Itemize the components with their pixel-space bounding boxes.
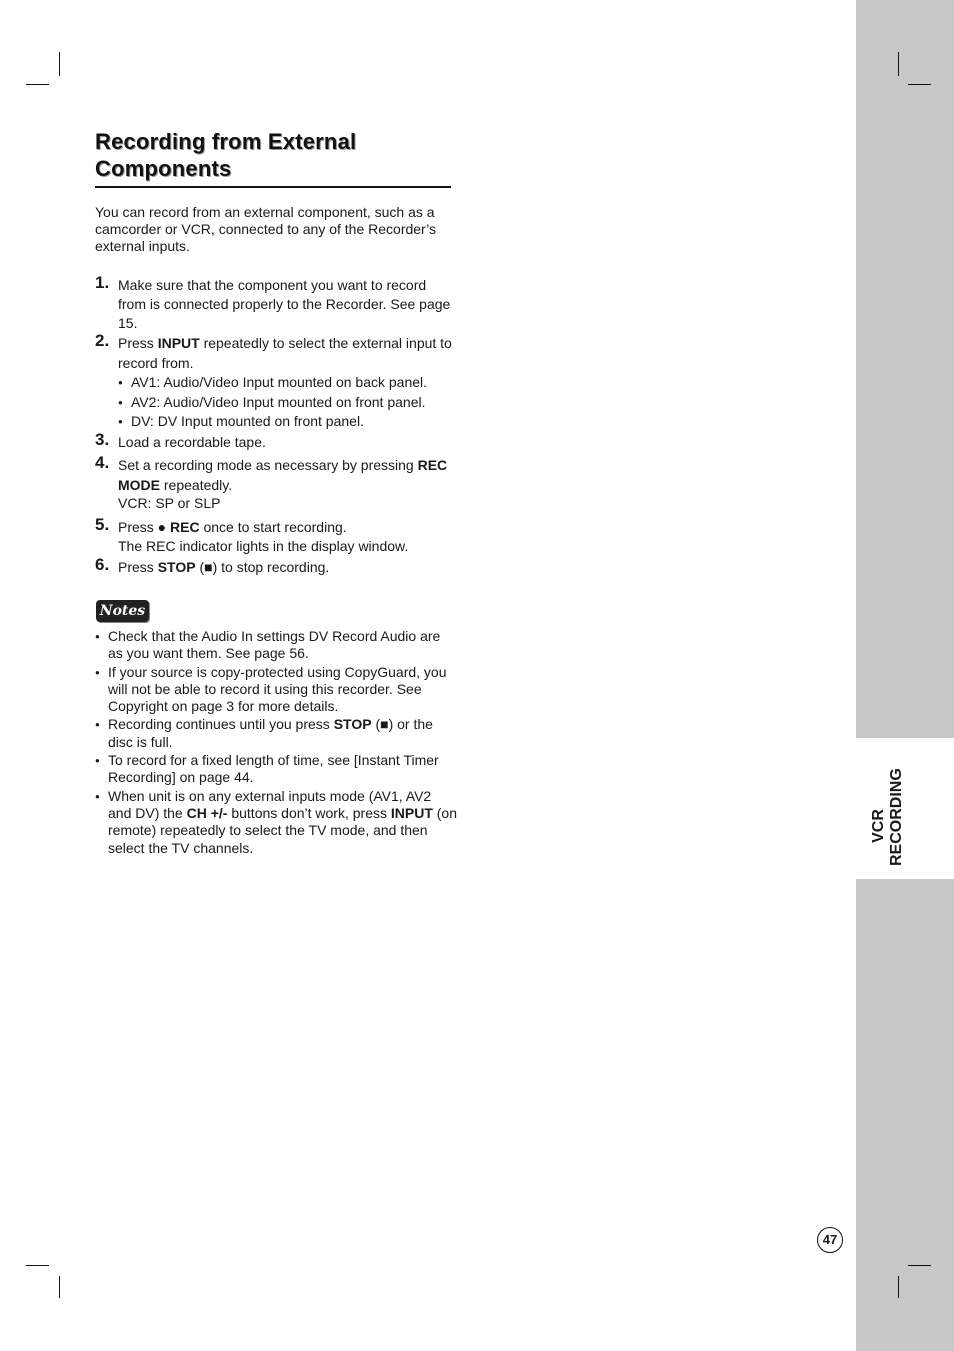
note-item: ● To record for a fixed length of time, see [Instant Timer Recording] on page 44.: [95, 752, 457, 787]
step-text: Press ● REC once to start recording.: [118, 519, 347, 535]
crop-mark: [898, 52, 899, 76]
note-item: ● When unit is on any external inputs mode (AV1, AV2 and DV) the CH +/- buttons don’t work, press INPUT (on remote) repeatedly to select the TV mode, and then select the TV channels.: [95, 788, 457, 857]
section-label-line2: RECORDING: [888, 768, 905, 866]
crop-mark: [898, 1276, 899, 1298]
step-3: [95, 430, 455, 452]
page-number: 47: [817, 1227, 843, 1253]
step-text: Press INPUT repeatedly to select the external input to record from.: [118, 335, 452, 371]
step-number: 3.: [95, 430, 110, 449]
note-item: ● If your source is copy-protected using CopyGuard, you will not be able to record it using this recorder. See Copyright on page 3 for more details.: [95, 664, 457, 716]
input-option: ● AV2: Audio/Video Input mounted on front panel.: [118, 393, 455, 413]
page-title: Recording from External Components: [95, 129, 357, 181]
notes-badge: Notes: [96, 600, 149, 622]
note-item: ● Recording continues until you press STOP (■) or the disc is full.: [95, 716, 457, 751]
crop-mark: [59, 52, 60, 76]
step-2: [95, 331, 455, 432]
note-item: ● Check that the Audio In settings DV Record Audio are as you want them. See page 56.: [95, 628, 457, 663]
step-number: 1.: [95, 273, 110, 292]
step-extra: VCR: SP or SLP: [118, 495, 221, 511]
step-4: [95, 453, 455, 512]
intro-paragraph: You can record from an external component, such as a camcorder or VCR, connected to any of the Recorder’s external inputs.: [95, 204, 437, 254]
step-number: 5.: [95, 515, 110, 534]
step-6: [95, 555, 455, 577]
title-underline: [95, 186, 451, 188]
step-5: [95, 515, 455, 556]
crop-mark: [908, 1265, 931, 1266]
step-text: Set a recording mode as necessary by pressing REC MODE repeatedly.: [118, 457, 448, 493]
section-label: [870, 768, 906, 866]
crop-mark: [908, 84, 931, 85]
step-text: Load a recordable tape.: [118, 434, 266, 450]
input-option: ● DV: DV Input mounted on front panel.: [118, 412, 455, 432]
section-side-tab: [856, 0, 954, 1351]
section-label-line1: VCR: [870, 809, 887, 843]
notes-list: [95, 628, 457, 858]
step-text: Make sure that the component you want to record from is connected properly to the Recorder. See page 15.: [118, 277, 451, 331]
step-text: Press STOP (■) to stop recording.: [118, 559, 330, 575]
step-number: 6.: [95, 555, 110, 574]
step-extra: The REC indicator lights in the display window.: [118, 538, 409, 554]
step-number: 2.: [95, 331, 110, 350]
crop-mark: [26, 1265, 49, 1266]
crop-mark: [59, 1276, 60, 1298]
step-1: [95, 273, 455, 333]
input-option: ● AV1: Audio/Video Input mounted on back panel.: [118, 373, 455, 393]
step-number: 4.: [95, 453, 110, 472]
crop-mark: [26, 84, 49, 85]
